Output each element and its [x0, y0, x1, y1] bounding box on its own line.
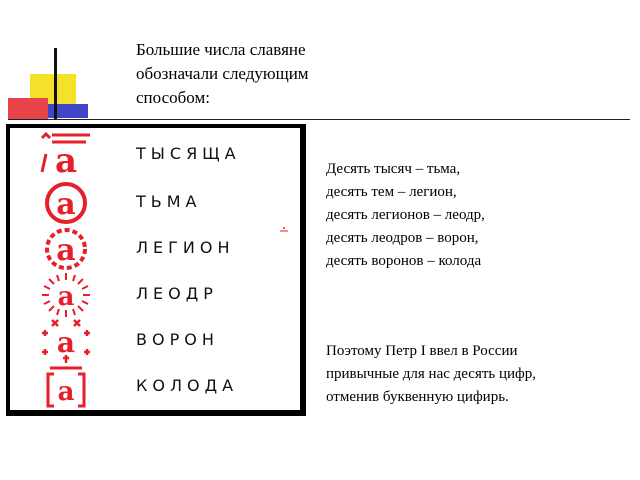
- numeral-label: ТЬМА: [136, 192, 202, 211]
- numeral-label: ЛЕОДР: [136, 284, 218, 303]
- a-in-brackets-icon: [36, 364, 96, 410]
- definitions-text: [326, 158, 485, 273]
- decor-vertical-line: [54, 48, 57, 120]
- conclusion-line: Поэтому Петр I ввел в России: [326, 343, 518, 359]
- decor-red-square: [8, 98, 48, 120]
- numeral-row: [10, 318, 300, 364]
- svg-text:а: а: [57, 377, 75, 407]
- slide-title: [136, 38, 376, 110]
- definition-line: десять тем – легион,: [326, 184, 457, 200]
- svg-text:а: а: [56, 187, 76, 222]
- definition-line: десять легионов – леодр,: [326, 207, 485, 223]
- a-with-titlo-icon: [36, 132, 96, 178]
- definition-line: Десять тысяч – тьма,: [326, 161, 461, 177]
- svg-text:а: а: [57, 282, 75, 312]
- conclusion-text: [326, 340, 536, 409]
- numeral-label: ВОРОН: [136, 330, 219, 349]
- definition-line: десять воронов – колода: [326, 253, 482, 269]
- a-in-circle-icon: [36, 180, 96, 226]
- small-red-mark-icon: [280, 226, 288, 232]
- numerals-panel: [6, 124, 306, 416]
- svg-text:а: а: [56, 233, 76, 268]
- title-line: обозначали следующим: [136, 64, 309, 83]
- conclusion-line: отменив буквенную цифирь.: [326, 389, 509, 405]
- decor-horizontal-line: [8, 119, 630, 120]
- title-line: способом:: [136, 88, 210, 107]
- svg-text:а: а: [54, 141, 78, 178]
- numeral-row: [10, 132, 300, 178]
- numeral-row: [10, 364, 300, 410]
- numeral-row: [10, 272, 300, 318]
- svg-text:а: а: [56, 326, 76, 359]
- title-line: Большие числа славяне: [136, 40, 306, 59]
- conclusion-line: привычные для нас десять цифр,: [326, 366, 537, 382]
- numeral-label: КОЛОДА: [136, 376, 239, 395]
- numeral-row: [10, 226, 300, 272]
- a-in-rays-icon: [36, 272, 96, 318]
- numeral-label: ТЫСЯЩА: [136, 144, 241, 163]
- numeral-row: [10, 180, 300, 226]
- a-in-dotted-circle-icon: [36, 226, 96, 272]
- definition-line: десять леодров – ворон,: [326, 230, 479, 246]
- a-with-crosses-icon: [36, 318, 96, 364]
- numeral-label: ЛЕГИОН: [136, 238, 235, 257]
